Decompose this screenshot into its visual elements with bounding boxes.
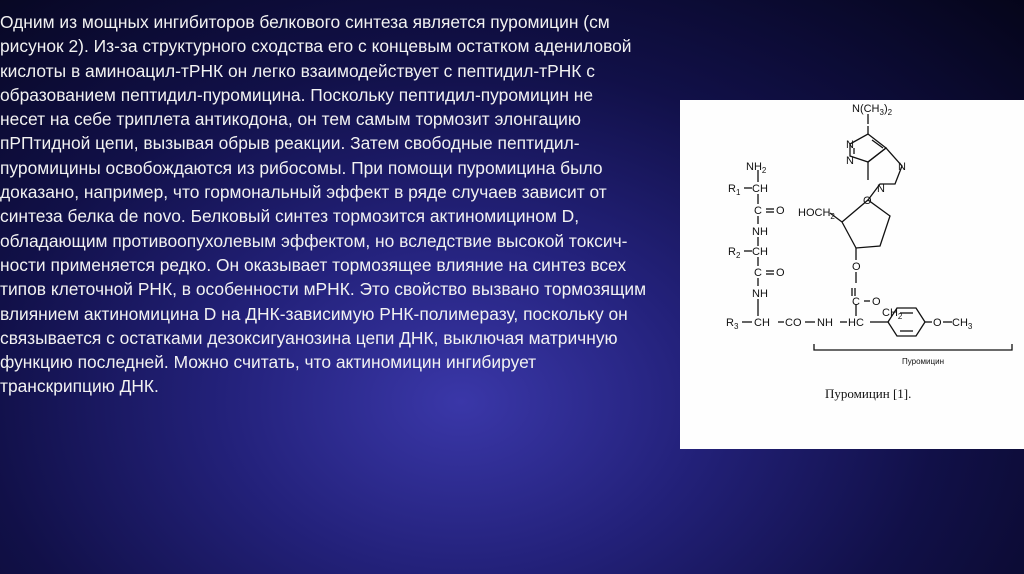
o-methoxy-label: O [933, 317, 942, 329]
c-label-2: C [754, 267, 762, 279]
o-label-1: O [776, 205, 785, 217]
r3-label: $R_3$ [726, 317, 739, 331]
bracket-label: Пуромицин [902, 357, 944, 366]
body-text: Одним из мощных ингибиторов белкового синтеза является пуромицин (см рисунок 2). Из-за структурного сходства его с концевым остатком адениловой кислоты в аминоацил-тРНК он легко взаимодействует с пептидил-тРНК с образованием пептидил-пуромицина. Поскольку пептидил-пуромицин не несет на себе триплета антикодона, он тем самым тормозит элонгацию пРПтидной цепи, вызывая обрыв реакции. Затем свободные пептидил- пуромицины освобождаются из рибосомы. При помощи пуромицина было доказано, например, что гормональный эффект в ряде случаев зависит от синтеза белка de novo. Белковый синтез тормозится актиномицином D, обладающим противоопухолевым эффектом, но вследствие высокой токсич- ности применяется редко. Он оказывает тормозящее влияние на синтез всех типов клеточной РНК, в особенности мРНК. Это свойство вызвано тормозящим влиянием актиномицина D на ДНК-зависимую РНК-полимеразу, поскольку он связывается с остатками дезоксигуанозина цепи ДНК, выключая матричную функцию последней. Можно считать, что актиномицин ингибирует транскрипцию ДНК. [0, 12, 647, 397]
hoch2-label: $HOCH_2$ [798, 207, 835, 221]
ester-o-label: O [872, 296, 881, 308]
r1-label: $R_1$ [728, 183, 741, 197]
ester-c-label: C [852, 296, 860, 308]
nh-label-2: NH [752, 288, 768, 300]
hc-label: HC [848, 317, 864, 329]
puromycin-figure [680, 100, 1024, 449]
ch3-label: $CH_3$ [952, 317, 973, 331]
ch-label-2: CH [752, 246, 768, 258]
nh-label-1: NH [752, 226, 768, 238]
figure-caption: Пуромицин [1]. [825, 386, 912, 401]
ring-o-label: O [863, 195, 872, 207]
link-o-label: O [852, 261, 861, 273]
n1-label: N [846, 139, 854, 151]
n7-label: N [898, 161, 906, 173]
o-label-2: O [776, 267, 785, 279]
r2-label: $R_2$ [728, 246, 741, 260]
nme2-label: $N(CH_3)_2$ [852, 103, 893, 117]
ch2-label: $CH_2$ [882, 307, 903, 321]
nh-label-3: NH [817, 317, 833, 329]
co-label: CO [785, 317, 802, 329]
n9-label: N [877, 183, 885, 195]
n3-label: N [846, 155, 854, 167]
c-label-1: C [754, 205, 762, 217]
ch-label-3: CH [754, 317, 770, 329]
nh2-label: $NH_2$ [746, 161, 767, 175]
ch-label-1: CH [752, 183, 768, 195]
